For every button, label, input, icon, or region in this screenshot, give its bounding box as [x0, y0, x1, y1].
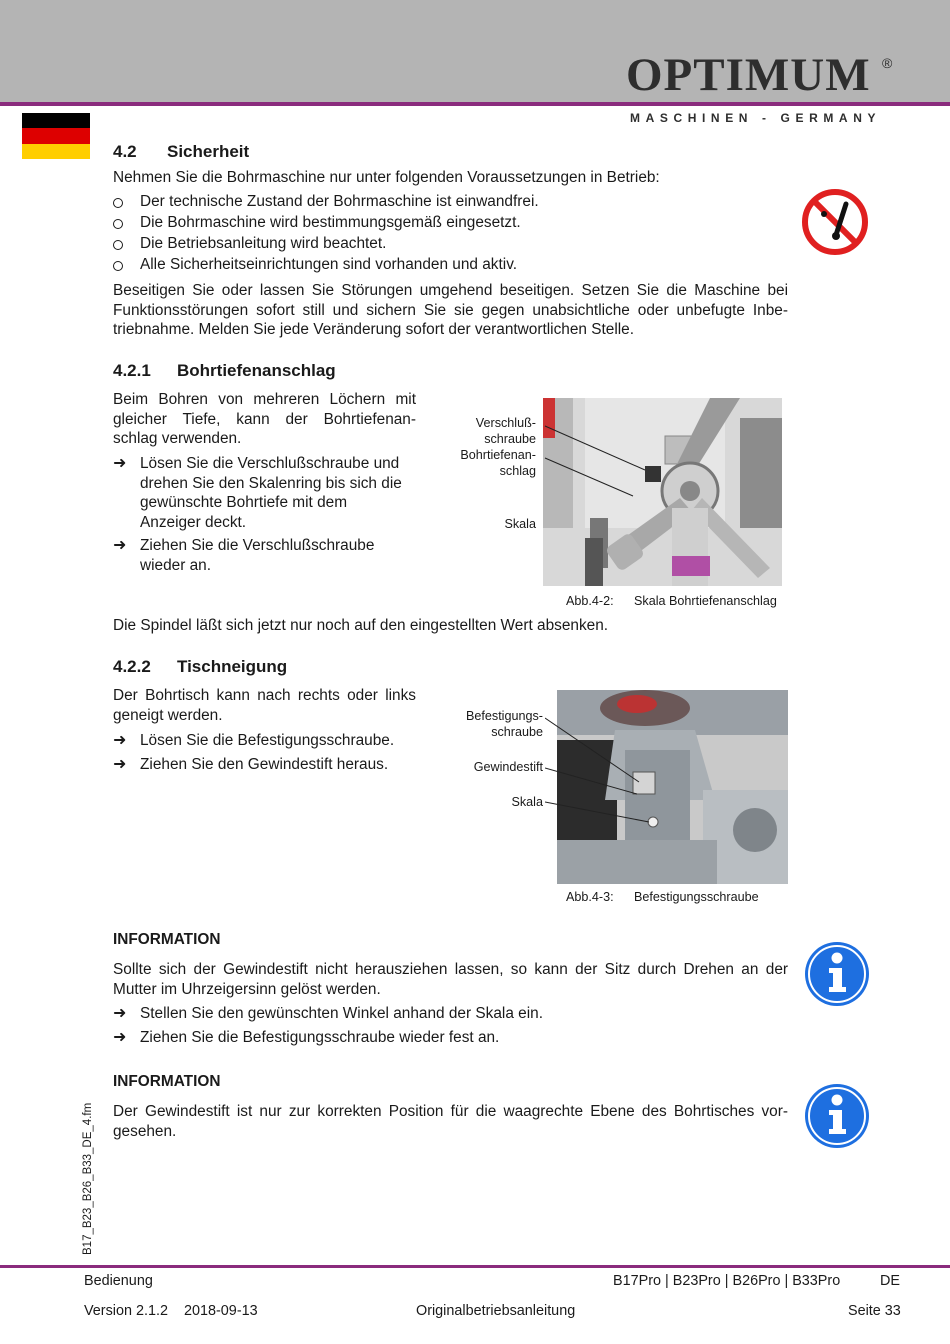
german-flag-icon: [22, 113, 90, 159]
footer-language: DE: [880, 1273, 900, 1289]
section-number: 4.2: [113, 142, 137, 161]
footer-models: B17Pro | B23Pro | B26Pro | B33Pro: [613, 1273, 841, 1289]
figure-label: Verschluß- schraube Bohrtiefenan- schlag: [460, 416, 536, 478]
brand-logo: OPTIMUM: [626, 49, 871, 101]
table-tilt-photo: [545, 690, 788, 884]
info-heading: INFORMATION: [113, 1073, 221, 1090]
footer-chapter: Bedienung: [84, 1273, 153, 1289]
section-number: 4.2.2: [113, 657, 151, 676]
section-heading-4-2-1: [113, 361, 336, 381]
section-title: Tischneigung: [177, 657, 288, 676]
arrow-right-icon: ➜: [113, 537, 127, 554]
step-item: ➜ Lösen Sie die Verschlußschraube und drehen Sie den Skalenring bis sich die gewünschte Bohrtiefe mit dem Anzeiger deckt.: [113, 455, 402, 531]
table-tilt-intro: Der Bohrtisch kann nach rechts oder links geneigt werden.: [113, 687, 416, 724]
brand-tagline: MASCHINEN - GERMANY: [630, 111, 882, 125]
step-item: ➜ Ziehen Sie die Befestigungsschraube wieder fest an.: [113, 1029, 500, 1046]
info-paragraph: Sollte sich der Gewindestift nicht herausziehen lassen, so kann der Sitz durch Drehen an der Mutter im Uhrzeigersinn gelöst werden.: [113, 961, 788, 998]
figure-label: Gewindestift: [473, 760, 543, 774]
footer-date: 2018-09-13: [184, 1303, 258, 1319]
section-heading-4-2: [113, 142, 249, 162]
section-heading-4-2-2: [113, 657, 287, 677]
arrow-right-icon: ➜: [113, 756, 127, 773]
step-item: ➜ Ziehen Sie die Verschlußschraube wieder an.: [113, 537, 375, 574]
depth-stop-intro: Beim Bohren von mehreren Löchern mit gleicher Tiefe, kann der Bohrtiefenan- schlag verwenden.: [113, 391, 416, 448]
step-item: ➜ Stellen Sie den gewünschten Winkel anhand der Skala ein.: [113, 1005, 543, 1022]
figure-label: Skala: [511, 795, 543, 809]
arrow-right-icon: ➜: [113, 455, 127, 472]
depth-stop-result: Die Spindel läßt sich jetzt nur noch auf den eingestellten Wert absenken.: [113, 617, 609, 634]
info-icon: [804, 1083, 870, 1149]
section-number: 4.2.1: [113, 361, 151, 380]
figure-caption: Skala Bohrtiefenanschlag: [634, 594, 777, 608]
arrow-right-icon: ➜: [113, 1005, 127, 1022]
info-heading: INFORMATION: [113, 931, 221, 948]
section-intro: Nehmen Sie die Bohrmaschine nur unter folgenden Voraussetzungen in Betrieb:: [113, 169, 660, 186]
header-divider: [0, 102, 950, 106]
info-icon: [804, 941, 870, 1007]
footer-divider: [0, 1265, 950, 1268]
footer-page-number: Seite 33: [848, 1303, 901, 1319]
footer-document-type: Originalbetriebsanleitung: [416, 1303, 576, 1319]
section-title: Bohrtiefenanschlag: [177, 361, 336, 380]
arrow-right-icon: ➜: [113, 732, 127, 749]
step-item: ➜ Ziehen Sie den Gewindestift heraus.: [113, 756, 389, 773]
step-item: ➜ Lösen Sie die Befestigungsschraube.: [113, 732, 395, 749]
figure-caption-number: Abb.4-3:: [566, 890, 614, 904]
figure-caption: Befestigungsschraube: [634, 890, 759, 904]
registered-mark: ®: [882, 55, 893, 71]
safety-paragraph: Beseitigen Sie oder lassen Sie Störungen umgehend beseitigen. Setzen Sie die Maschine bei Funktionsstörungen sofort still und sichern Sie sie gegen unabsichtliche oder unbefugte Inbe- triebnahme. Melden Sie jede Veränderung sofort der verantwortlichen Stelle.: [113, 282, 788, 339]
figure-label: Befestigungs- schraube: [465, 709, 543, 739]
depth-stop-photo: [440, 398, 782, 586]
info-paragraph: Der Gewindestift ist nur zur korrekten Position für die waagrechte Ebene des Bohrtisches vor- gesehen.: [113, 1103, 788, 1140]
prohibition-switch-icon: [800, 188, 870, 256]
footer-version: Version 2.1.2: [84, 1303, 169, 1319]
figure-label: Skala: [504, 517, 536, 531]
arrow-right-icon: ➜: [113, 1029, 127, 1046]
file-name-label: B17_B23_B26_B33_DE_4.fm: [82, 1102, 94, 1255]
section-title: Sicherheit: [167, 142, 250, 161]
figure-caption-number: Abb.4-2:: [566, 594, 614, 608]
